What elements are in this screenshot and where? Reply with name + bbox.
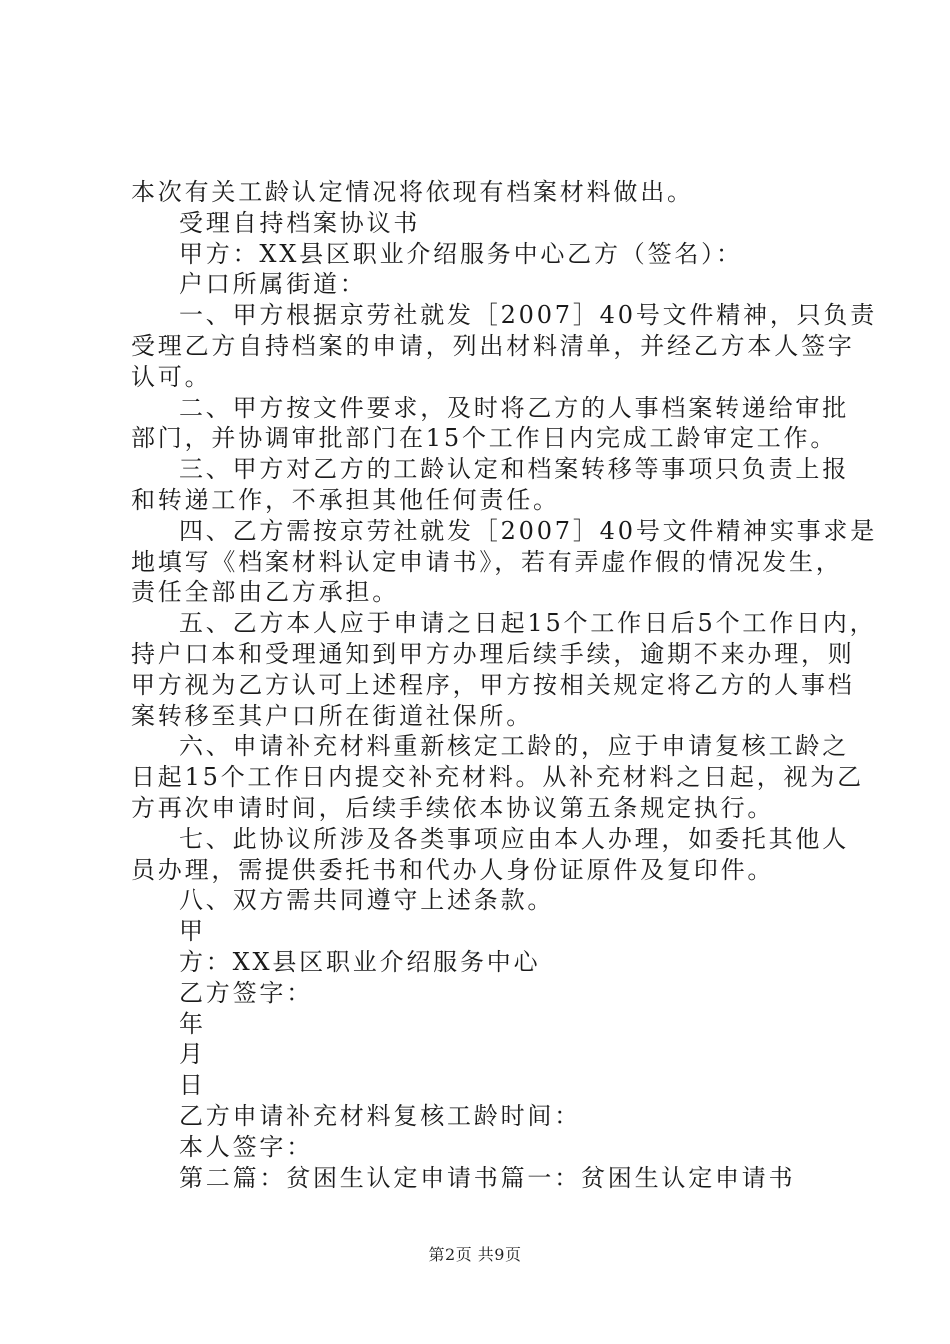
text-line: 年	[179, 1009, 206, 1038]
text-line: 日起15个工作日内提交补充材料。从补充材料之日起，视为乙	[131, 763, 864, 792]
text-line: 七、此协议所涉及各类事项应由本人办理，如委托其他人	[179, 824, 849, 853]
text-line: 地填写《档案材料认定申请书》，若有弄虚作假的情况发生，	[131, 547, 843, 576]
text-line: 户口所属街道：	[179, 270, 367, 299]
text-line: 方：XX县区职业介绍服务中心	[179, 947, 541, 976]
text-line: 责任全部由乙方承担。	[131, 578, 399, 607]
text-line: 受理自持档案协议书	[179, 208, 421, 237]
text-line: 甲	[179, 917, 206, 946]
text-line: 三、甲方对乙方的工龄认定和档案转移等事项只负责上报	[179, 455, 849, 484]
text-line: 月	[179, 1040, 206, 1069]
text-line: 八、双方需共同遵守上述条款。	[179, 886, 555, 915]
text-line: 五、乙方本人应于申请之日起15个工作日后5个工作日内，	[179, 609, 877, 638]
text-line: 第二篇：贫困生认定申请书篇一：贫困生认定申请书	[179, 1163, 796, 1192]
text-line: 受理乙方自持档案的申请，列出材料清单，并经乙方本人签字	[131, 331, 855, 360]
text-line: 持户口本和受理通知到甲方办理后续手续，逾期不来办理，则	[131, 639, 855, 668]
document-body	[131, 177, 878, 1193]
text-line: 本人签字：	[179, 1132, 313, 1161]
text-line: 日	[179, 1071, 206, 1100]
text-line: 本次有关工龄认定情况将依现有档案材料做出。	[131, 178, 694, 206]
text-line: 甲方视为乙方认可上述程序，甲方按相关规定将乙方的人事档	[131, 670, 855, 699]
text-line: 方再次申请时间，后续手续依本协议第五条规定执行。	[131, 793, 775, 822]
text-line: 乙方签字：	[179, 978, 313, 1007]
text-line: 四、乙方需按京劳社就发［2007］40号文件精神实事求是	[179, 516, 878, 545]
text-line: 认可。	[131, 362, 212, 391]
text-line: 二、甲方按文件要求，及时将乙方的人事档案转递给审批	[179, 393, 849, 422]
text-line: 甲方：XX县区职业介绍服务中心乙方（签名）：	[179, 239, 743, 268]
text-line: 一、甲方根据京劳社就发［2007］40号文件精神，只负责	[179, 301, 878, 330]
text-line: 部门，并协调审批部门在15个工作日内完成工龄审定工作。	[131, 424, 838, 453]
text-line: 六、申请补充材料重新核定工龄的，应于申请复核工龄之	[179, 732, 849, 761]
text-line: 和转递工作，不承担其他任何责任。	[131, 485, 560, 514]
text-line: 案转移至其户口所在街道社保所。	[131, 701, 533, 730]
page-footer: 第2页 共9页	[428, 1245, 522, 1264]
text-line: 员办理，需提供委托书和代办人身份证原件及复印件。	[131, 855, 775, 884]
text-line: 乙方申请补充材料复核工龄时间：	[179, 1101, 581, 1130]
